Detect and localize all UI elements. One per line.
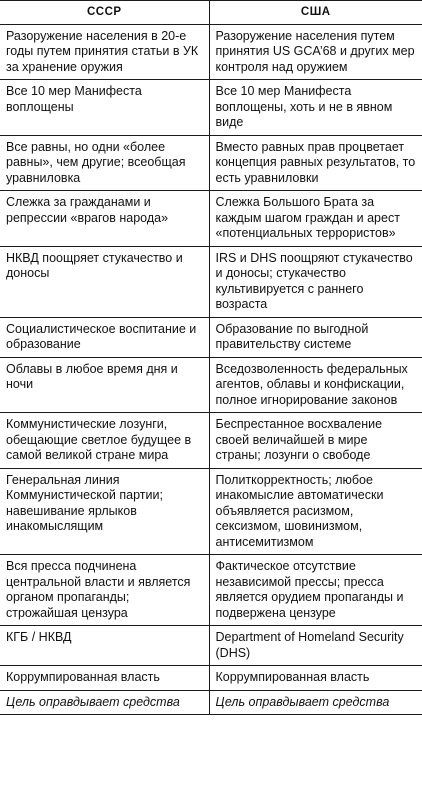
table-row [0, 191, 422, 247]
cell-ussr: Разоружение населения в 20-е годы путем принятия статьи в УК за хранение оружия [0, 24, 209, 80]
cell-usa: Политкорректность; любое инакомыслие автоматически объявляется расизмом, сексизмом, шовинизмом, антисемитизмом [209, 468, 422, 555]
cell-usa: Вседозволенность федеральных агентов, облавы и конфискации, полное игнорирование законов [209, 357, 422, 413]
cell-ussr: Коммунистические лозунги, обещающие светлое будущее в самой великой стране мира [0, 413, 209, 469]
cell-ussr: Все равны, но одни «более равны», чем другие; всеобщая уравниловка [0, 135, 209, 191]
cell-ussr: Генеральная линия Коммунистической партии; навешивание ярлыков инакомыслящим [0, 468, 209, 555]
cell-ussr: Вся пресса подчинена центральной власти и является органом пропаганды; строжайшая цензура [0, 555, 209, 626]
cell-usa: Цель оправдывает средства [209, 690, 422, 715]
cell-usa: Разоружение населения путем принятия US GCA’68 и других мер контроля над оружием [209, 24, 422, 80]
cell-ussr: Облавы в любое время дня и ночи [0, 357, 209, 413]
table-row [0, 357, 422, 413]
cell-ussr: Цель оправдывает средства [0, 690, 209, 715]
table-row [0, 468, 422, 555]
table-row [0, 413, 422, 469]
cell-usa: Department of Homeland Security (DHS) [209, 626, 422, 666]
cell-usa: Все 10 мер Манифеста воплощены, хоть и не в явном виде [209, 80, 422, 136]
cell-ussr: Все 10 мер Манифеста воплощены [0, 80, 209, 136]
cell-usa: Образование по выгодной правительству системе [209, 317, 422, 357]
cell-ussr: Коррумпированная власть [0, 666, 209, 691]
header-row [0, 1, 422, 25]
table-row [0, 555, 422, 626]
table-row [0, 24, 422, 80]
header-ussr: СССР [0, 1, 209, 25]
table-row [0, 626, 422, 666]
table-row [0, 80, 422, 136]
cell-usa: Фактическое отсутствие независимой прессы; пресса является орудием пропаганды и подвержена цензуре [209, 555, 422, 626]
header-usa: США [209, 1, 422, 25]
table-row [0, 135, 422, 191]
table-row [0, 666, 422, 691]
cell-ussr: Социалистическое воспитание и образование [0, 317, 209, 357]
cell-ussr: КГБ / НКВД [0, 626, 209, 666]
cell-usa: Слежка Большого Брата за каждым шагом граждан и арест «потенциальных террористов» [209, 191, 422, 247]
cell-usa: Коррумпированная власть [209, 666, 422, 691]
table-row [0, 317, 422, 357]
table-row [0, 246, 422, 317]
cell-ussr: НКВД поощряет стукачество и доносы [0, 246, 209, 317]
table-row [0, 690, 422, 715]
cell-ussr: Слежка за гражданами и репрессии «врагов народа» [0, 191, 209, 247]
cell-usa: IRS и DHS поощряют стукачество и доносы; стукачество культивируется с раннего возраста [209, 246, 422, 317]
cell-usa: Беспрестанное восхваление своей величайшей в мире страны; лозунги о свободе [209, 413, 422, 469]
cell-usa: Вместо равных прав процветает концепция равных результатов, то есть уравниловки [209, 135, 422, 191]
